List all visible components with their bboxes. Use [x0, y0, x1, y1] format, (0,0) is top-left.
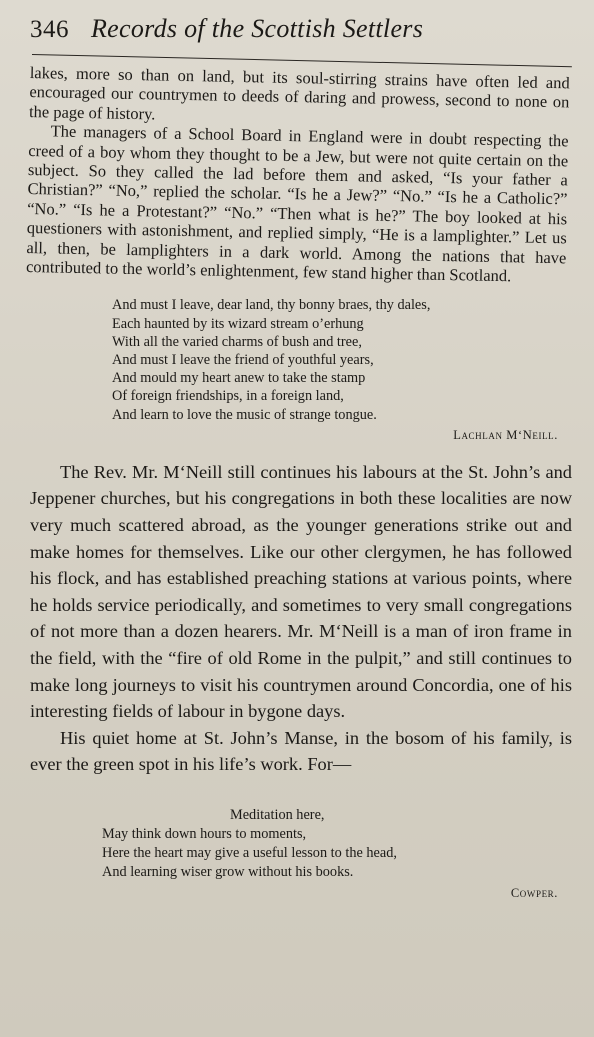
- page-header: [30, 14, 572, 48]
- poem-line: Each haunted by its wizard stream o’erhung: [112, 315, 364, 332]
- poem-line: And must I leave, dear land, thy bonny braes, thy dales,: [112, 297, 431, 314]
- paragraph-manse: His quiet home at St. John’s Manse, in the bosom of his family, is ever the green spot in his life’s work. For—: [30, 727, 572, 775]
- poem-line: May think down hours to moments,: [102, 826, 307, 843]
- poem-lachlan: [112, 296, 572, 423]
- poem-line: And learn to love the music of strange tongue.: [112, 406, 377, 423]
- poem-cowper: [102, 806, 572, 882]
- running-title: Records of the Scottish Settlers: [91, 14, 424, 43]
- poem-line: And mould my heart anew to take the stamp: [112, 370, 366, 387]
- paragraph-continuation: lakes, more so than on land, but its soul-stirring strains have often led and encouraged our countrymen to deeds of daring and prowess, second to none on the page of history.: [28, 63, 570, 124]
- poem-attribution: Cowper.: [510, 886, 558, 901]
- main-text-block: [30, 459, 572, 778]
- poem-line: With all the varied charms of bush and tree,: [112, 333, 362, 350]
- poem-line: And must I leave the friend of youthful years,: [112, 352, 374, 369]
- paragraph-lamplighter: The managers of a School Board in England were in doubt respecting the creed of a boy whom they thought to be a Jew, but were not quite certain on the subject. So they called the lad before them and asked, “Is your father a Christian?” “No,” replied the scholar. “Is he a Jew?” “No.” “Is he a Catholic?” “No.” “Is he a Protestant?” “No.” “Then what is he?” The boy looked at his questioners with astonishment, and replied simply, “He is a lamplighter.” Let us all, then, be lamplighters in a dark world. Among the nations that have contributed to the world’s enlightenment, few stand higher than Scotland.: [25, 121, 569, 286]
- poem-line: Here the heart may give a useful lesson to the head,: [102, 845, 397, 862]
- page-number: 346: [30, 16, 69, 43]
- poem-attribution: Lachlan M‘Neill.: [453, 427, 558, 442]
- poem-line: Of foreign friendships, in a foreign land,: [112, 388, 344, 405]
- paragraph-mneill: The Rev. Mr. M‘Neill still continues his labours at the St. John’s and Jeppener churches, but his congregations in both these localities are now very much scattered abroad, as the younger generations strike out and make homes for themselves. Like our other clergymen, he has followed his flock, and has established preaching stations at various points, where he holds service periodically, and sometimes to very small congregations of not more than a dozen hearers. Mr. M‘Neill is a man of iron frame in the field, with the “fire of old Rome in the pulpit,” and still continues to make long journeys to visit his countrymen around Concordia, one of his interesting fields of labour in bygone days.: [30, 461, 572, 722]
- top-text-block: [26, 63, 570, 287]
- poem-line: And learning wiser grow without his books.: [102, 864, 354, 881]
- poem-line: Meditation here,: [230, 807, 325, 824]
